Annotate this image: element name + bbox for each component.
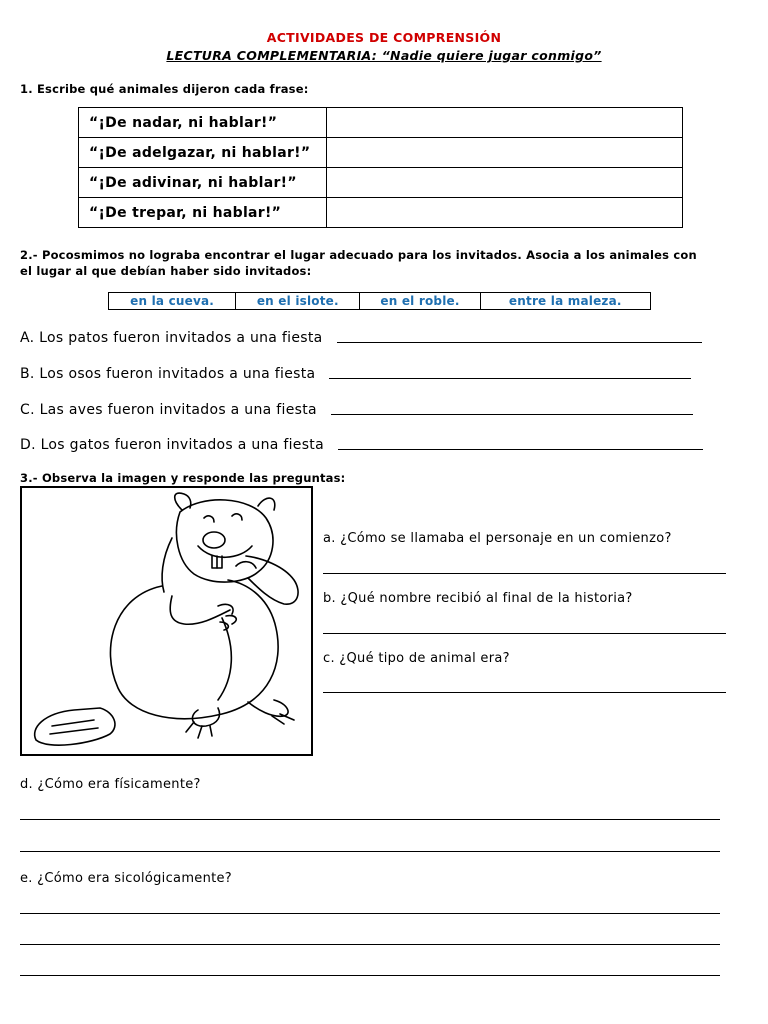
- answer-cell[interactable]: [327, 168, 683, 198]
- question-c: c. ¿Qué tipo de animal era?: [323, 651, 510, 666]
- sentence-c: [20, 402, 693, 418]
- answer-line-b[interactable]: [329, 378, 691, 379]
- worksheet-subtitle: LECTURA COMPLEMENTARIA: “Nadie quiere jugar conmigo”: [166, 48, 602, 63]
- section2-heading-line1: 2.- Pocosmimos no lograba encontrar el lugar adecuado para los invitados. Asocia a los animales con: [20, 248, 697, 262]
- sentence-b-text: B. Los osos fueron invitados a una fiesta: [20, 366, 316, 382]
- table-row: [79, 198, 683, 228]
- answer-line-e2[interactable]: [20, 944, 720, 945]
- answer-line-e3[interactable]: [20, 975, 720, 976]
- question-b: b. ¿Qué nombre recibió al final de la historia?: [323, 591, 633, 606]
- answer-cell[interactable]: [327, 198, 683, 228]
- answer-line-d1[interactable]: [20, 819, 720, 820]
- table-row: [79, 168, 683, 198]
- places-table: [108, 292, 651, 310]
- phrase-cell: “¡De adivinar, ni hablar!”: [79, 168, 327, 198]
- sentence-d: [20, 437, 703, 453]
- question-a: a. ¿Cómo se llamaba el personaje en un comienzo?: [323, 531, 672, 546]
- question-d: d. ¿Cómo era físicamente?: [20, 777, 201, 792]
- answer-line-d2[interactable]: [20, 851, 720, 852]
- answer-line-a[interactable]: [337, 342, 702, 343]
- sentence-c-text: C. Las aves fueron invitados a una fiesta: [20, 402, 317, 418]
- place-cueva: en la cueva.: [109, 293, 236, 310]
- answer-cell[interactable]: [327, 108, 683, 138]
- table-row: [79, 108, 683, 138]
- answer-line-e1[interactable]: [20, 913, 720, 914]
- answer-line-d[interactable]: [338, 449, 703, 450]
- sentence-b: [20, 366, 691, 382]
- answer-line-a-q3[interactable]: [323, 573, 726, 574]
- sentence-a: [20, 330, 702, 346]
- answer-line-c[interactable]: [331, 414, 693, 415]
- section3-heading: 3.- Observa la imagen y responde las preguntas:: [20, 471, 346, 485]
- place-islote: en el islote.: [236, 293, 360, 310]
- phrases-table: [78, 107, 683, 228]
- place-maleza: entre la maleza.: [480, 293, 650, 310]
- worksheet-title: ACTIVIDADES DE COMPRENSIÓN: [266, 30, 502, 45]
- section1-heading: 1. Escribe qué animales dijeron cada frase:: [20, 82, 309, 96]
- sentence-a-text: A. Los patos fueron invitados a una fiesta: [20, 330, 323, 346]
- beaver-image-frame: [20, 486, 313, 756]
- place-roble: en el roble.: [360, 293, 480, 310]
- table-row: [79, 138, 683, 168]
- answer-line-b-q3[interactable]: [323, 633, 726, 634]
- answer-line-c-q3[interactable]: [323, 692, 726, 693]
- phrase-cell: “¡De adelgazar, ni hablar!”: [79, 138, 327, 168]
- sentence-d-text: D. Los gatos fueron invitados a una fiesta: [20, 437, 324, 453]
- section2-heading-line2: el lugar al que debían haber sido invitados:: [20, 264, 312, 278]
- phrase-cell: “¡De trepar, ni hablar!”: [79, 198, 327, 228]
- phrase-cell: “¡De nadar, ni hablar!”: [79, 108, 327, 138]
- answer-cell[interactable]: [327, 138, 683, 168]
- beaver-illustration: [22, 488, 310, 753]
- question-e: e. ¿Cómo era sicológicamente?: [20, 871, 233, 886]
